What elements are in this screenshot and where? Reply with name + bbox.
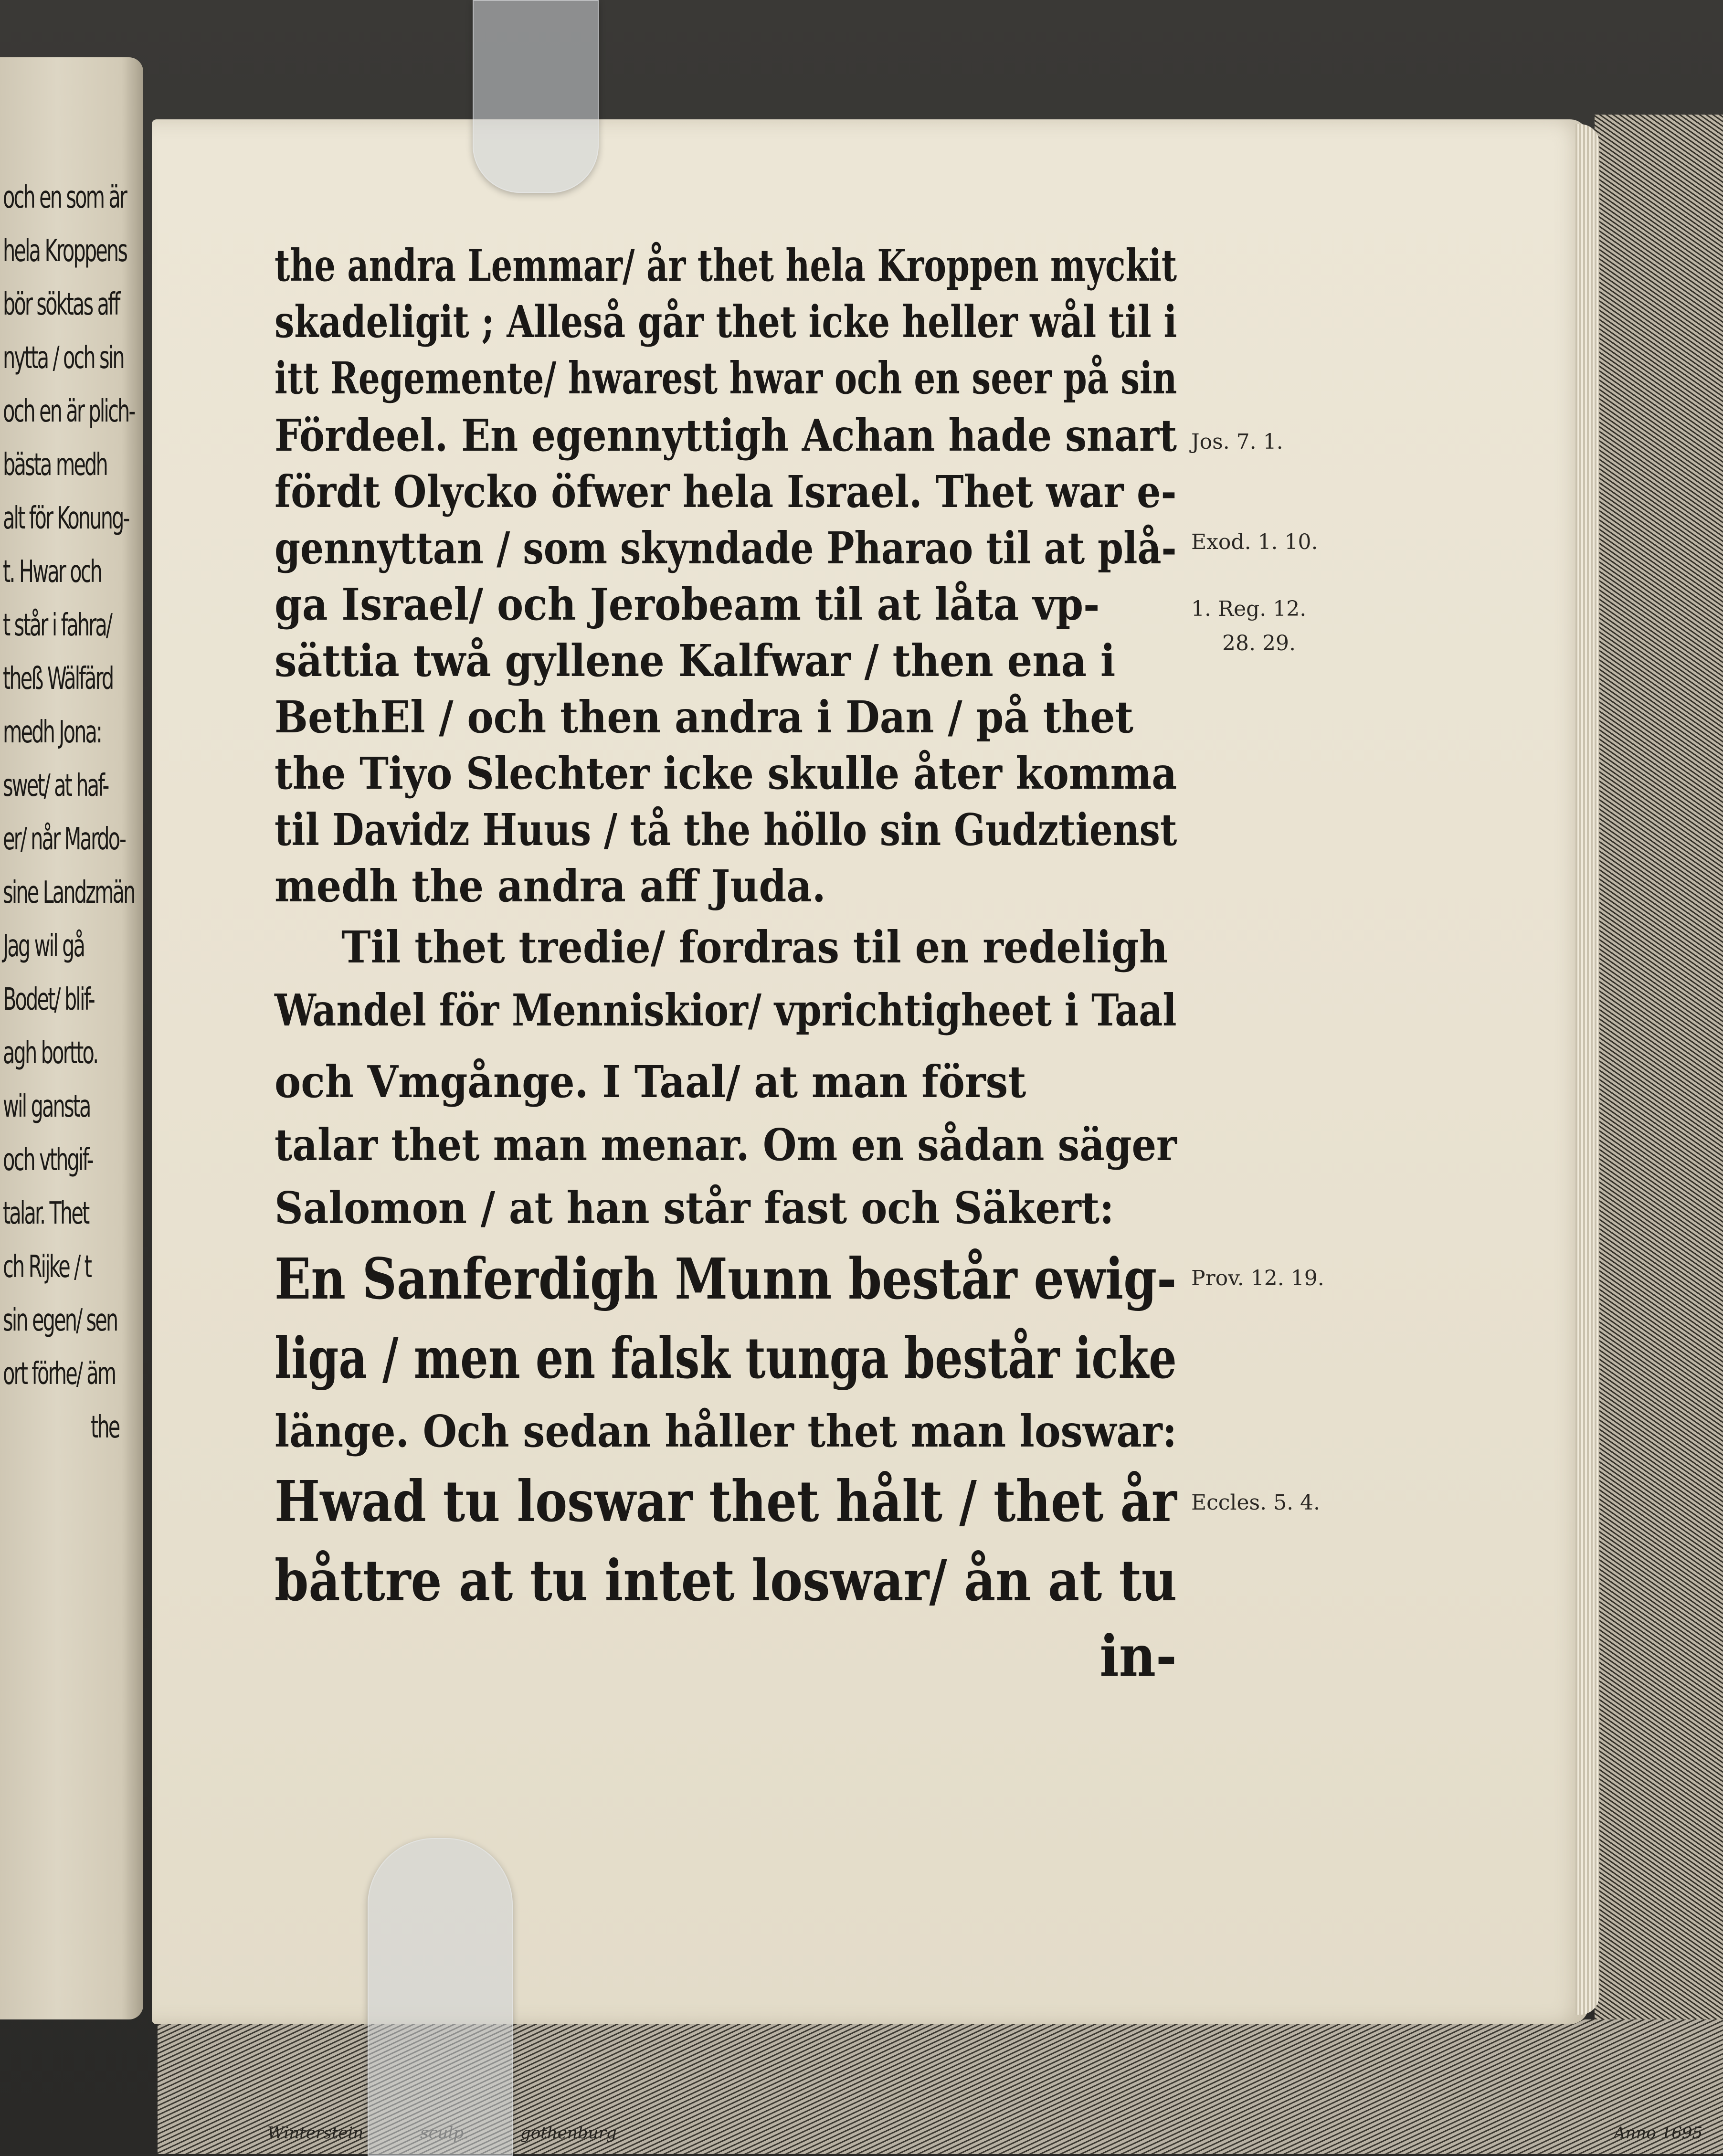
left-page-line: bör söktas aff xyxy=(3,287,119,322)
margin-note: Exod. 1. 10. xyxy=(1191,530,1318,554)
body-line: gennyttan / som skyndade Pharao til at plå- xyxy=(275,522,1177,574)
plate-caption-year: Anno 1695 xyxy=(1614,2124,1703,2143)
body-line: talar thet man menar. Om en sådan säger xyxy=(275,1119,1177,1171)
margin-note: Jos. 7. 1. xyxy=(1191,430,1283,454)
left-page-line: agh bortto. xyxy=(3,1036,98,1071)
body-line: och Vmgånge. I Taal/ at man först xyxy=(275,1056,1026,1108)
body-line: Salomon / at han står fast och Säkert: xyxy=(275,1182,1114,1234)
left-page-line: bästa medh xyxy=(3,447,107,483)
body-line: Fördeel. En egennyttigh Achan hade snart xyxy=(275,410,1177,461)
left-page-line: nytta / och sin xyxy=(3,340,124,376)
left-page-line: t står i fahra/ xyxy=(3,608,112,643)
left-page-line: t. Hwar och xyxy=(3,554,102,590)
margin-note: Prov. 12. 19. xyxy=(1191,1266,1324,1290)
left-page-line: the xyxy=(91,1410,119,1445)
catchword: in- xyxy=(1099,1623,1177,1689)
left-page-line: sine Landzmän xyxy=(3,875,135,910)
left-page-line: wil gansta xyxy=(3,1089,90,1124)
body-line-emphasis: båttre at tu intet loswar/ ån at tu xyxy=(275,1547,1177,1614)
left-page-line: swet/ at haf- xyxy=(3,768,108,803)
margin-note: 28. 29. xyxy=(1222,631,1296,655)
left-page-line: er/ når Mardo- xyxy=(3,822,126,857)
page-clip-bottom xyxy=(368,1838,513,2156)
body-line: Til thet tredie/ fordras til en redeligh xyxy=(341,921,1168,973)
left-page xyxy=(0,57,143,2019)
body-line: the Tiyo Slechter icke skulle åter komma xyxy=(275,748,1177,799)
margin-note: Eccles. 5. 4. xyxy=(1191,1490,1321,1515)
body-line: til Davidz Huus / tå the höllo sin Gudztienst xyxy=(275,804,1177,856)
left-page-line: och vthgif- xyxy=(3,1142,93,1178)
plate-caption-engraver: Winterstein xyxy=(267,2124,364,2143)
left-page-line: ort förhe/ äm xyxy=(3,1356,116,1392)
body-line: länge. Och sedan håller thet man loswar: xyxy=(275,1406,1177,1457)
body-line-emphasis: liga / men en falsk tunga består icke xyxy=(275,1325,1177,1391)
body-line: sättia twå gyllene Kalfwar / then ena i xyxy=(275,635,1116,687)
engraved-plate-right xyxy=(1595,115,1723,2154)
left-page-line: medh Jona: xyxy=(3,715,102,750)
left-page-line: alt för Konung- xyxy=(3,501,129,536)
page-clip-top xyxy=(473,0,599,193)
page-stack-edge xyxy=(1575,124,1599,2015)
left-page-line: theß Wälfärd xyxy=(3,661,113,697)
body-line: the andra Lemmar/ år thet hela Kroppen myckit xyxy=(275,240,1177,291)
body-line: itt Regemente/ hwarest hwar och en seer på sin xyxy=(275,352,1177,404)
plate-caption-place: gothenburg xyxy=(520,2124,617,2143)
left-page-line: sin egen/ sen xyxy=(3,1303,117,1338)
left-page-line: och en som är xyxy=(3,180,127,215)
left-page-line: Bodet/ blif- xyxy=(3,982,94,1017)
left-page-line: Jag wil gå xyxy=(3,929,85,964)
body-line: medh the andra aff Juda. xyxy=(275,860,826,912)
left-page-line: hela Kroppens xyxy=(3,233,127,269)
body-line: Wandel för Menniskior/ vprichtigheet i Taal xyxy=(275,984,1177,1036)
body-line: ga Israel/ och Jerobeam til at låta vp- xyxy=(275,579,1100,630)
body-line: fördt Olycko öfwer hela Israel. Thet war e- xyxy=(275,466,1177,518)
left-page-line: ch Rijke / t xyxy=(3,1249,91,1285)
left-page-line: talar. Thet xyxy=(3,1196,89,1231)
body-line-emphasis: En Sanferdigh Munn består ewig- xyxy=(275,1246,1177,1312)
left-page-line: och en är plich- xyxy=(3,394,135,429)
body-line: skadeligit ; Alleså går thet icke heller wål til i xyxy=(275,296,1177,348)
body-line-emphasis: Hwad tu loswar thet hålt / thet år xyxy=(275,1468,1177,1534)
margin-note: 1. Reg. 12. xyxy=(1191,597,1307,621)
body-line: BethEl / och then andra i Dan / på thet xyxy=(275,691,1134,743)
